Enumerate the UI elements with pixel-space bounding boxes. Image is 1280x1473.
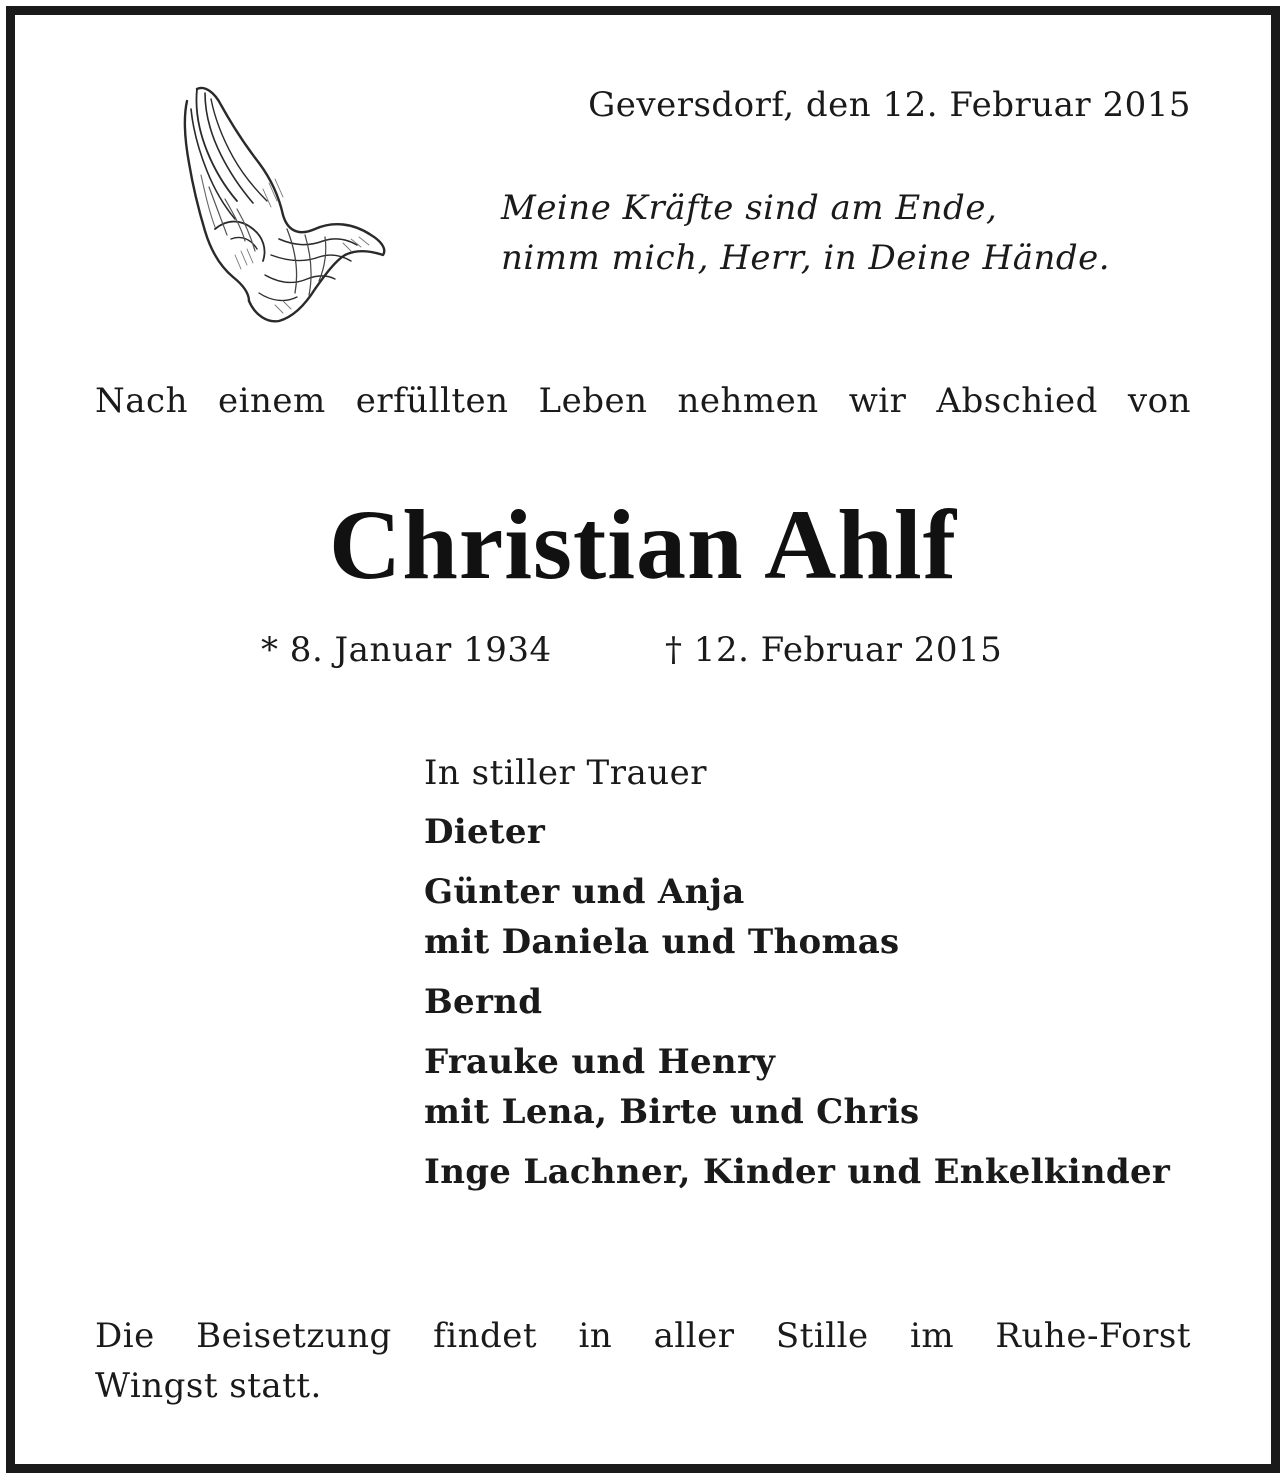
mourner-group: [424, 867, 1224, 967]
mourner-line: mit Daniela und Thomas: [424, 922, 900, 962]
death-date: † 12. Februar 2015: [665, 630, 1003, 670]
mourner-line: Bernd: [424, 982, 543, 1022]
mourner-line: Frauke und Henry: [424, 1042, 776, 1082]
verse-line: nimm mich, Herr, in Deine Hände.: [501, 238, 1111, 278]
obituary-frame: [6, 6, 1280, 1473]
praying-hands-icon: [175, 79, 395, 329]
mourner-line: Günter und Anja: [424, 872, 745, 912]
mourner-group: [424, 807, 1224, 857]
intro-text: Nach einem erfüllten Leben nehmen wir Abschied von: [95, 381, 1191, 421]
burial-notice: [95, 1311, 1191, 1411]
mourner-line: Dieter: [424, 812, 546, 852]
mourner-line: Inge Lachner, Kinder und Enkelkinder: [424, 1152, 1171, 1192]
birth-date: * 8. Januar 1934: [261, 630, 552, 670]
burial-line: Die Beisetzung findet in aller Stille im Ruhe-Forst: [95, 1316, 1191, 1356]
mourners: [424, 753, 1224, 1207]
verse: [501, 183, 1191, 283]
mourners-intro: In stiller Trauer: [424, 753, 708, 793]
place-date: Geversdorf, den 12. Februar 2015: [588, 85, 1191, 125]
verse-line: Meine Kräfte sind am Ende,: [501, 188, 998, 228]
mourner-line: mit Lena, Birte und Chris: [424, 1092, 920, 1132]
mourner-group: [424, 977, 1224, 1027]
mourner-group: [424, 1147, 1224, 1197]
burial-line: Wingst statt.: [95, 1366, 322, 1406]
mourner-group: [424, 1037, 1224, 1137]
deceased-name: Christian Ahlf: [328, 489, 957, 600]
